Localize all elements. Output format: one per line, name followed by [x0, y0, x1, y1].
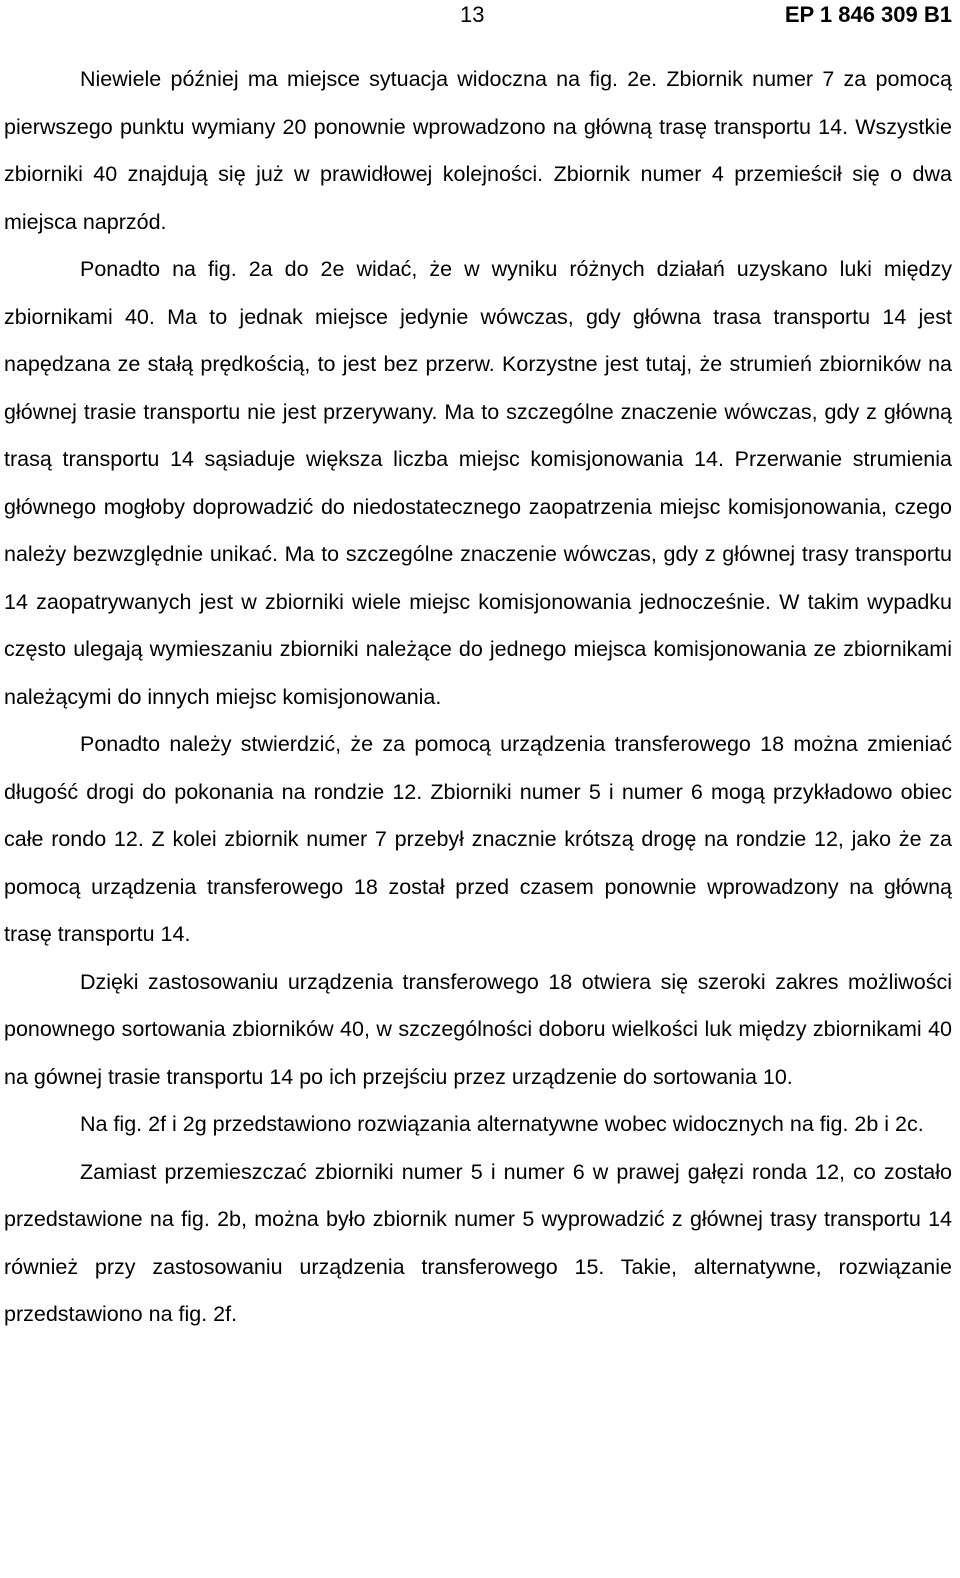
paragraph: Na fig. 2f i 2g przedstawiono rozwiązania alternatywne wobec widocznych na fig. 2b i 2c. — [80, 1112, 924, 1136]
paragraph: Niewiele później ma miejsce sytuacja widoczna na fig. 2e. Zbiornik numer 7 za pomocą pierwszego punktu wymiany 20 ponownie wprowadzono na główną trasę transportu 14. Wszystkie zbiorniki 40 znajdują się już w prawidłowej kolejności. Zbiornik numer 4 przemieścił się o dwa miejsca naprzód. — [4, 67, 952, 234]
paragraph: Ponadto należy stwierdzić, że za pomocą urządzenia transferowego 18 można zmieniać długość drogi do pokonania na rondzie 12. Zbiorniki numer 5 i numer 6 mogą przykładowo obiec całe rondo 12. Z kolei zbiornik numer 7 przebył znacznie krótszą drogę na rondzie 12, jako że za pomocą urządzenia transferowego 18 został przed czasem ponownie wprowadzony na główną trasę transportu 14. — [4, 732, 952, 946]
document-body — [4, 56, 952, 1339]
paragraph: Dzięki zastosowaniu urządzenia transferowego 18 otwiera się szeroki zakres możliwości ponownego sortowania zbiorników 40, w szczególności doboru wielkości luk między zbiornikami 40 na gównej trasie transportu 14 po ich przejściu przez urządzenie do sortowania 10. — [4, 969, 952, 1089]
paragraph: Zamiast przemieszczać zbiorniki numer 5 i numer 6 w prawej gałęzi ronda 12, co zostało przedstawione na fig. 2b, można było zbiornik numer 5 wyprowadzić z głównej trasy transportu 14 również przy zastosowaniu urządzenia transferowego 15. Takie, alternatywne, rozwiązanie przedstawiono na fig. 2f. — [4, 1159, 952, 1326]
document-id: EP 1 846 309 B1 — [784, 2, 952, 27]
paragraph: Ponadto na fig. 2a do 2e widać, że w wyniku różnych działań uzyskano luki między zbiornikami 40. Ma to jednak miejsce jedynie wówczas, gdy główna trasa transportu 14 jest napędzana ze stałą prędkością, to jest bez przerw. Korzystne jest tutaj, że strumień zbiorników na głównej trasie transportu nie jest przerywany. Ma to szczególne znaczenie wówczas, gdy z główną trasą transportu 14 sąsiaduje większa liczba miejsc komisjonowania 14. Przerwanie strumienia głównego mogłoby doprowadzić do niedostatecznego zaopatrzenia miejsc komisjonowania, czego należy bezwzględnie unikać. Ma to szczególne znaczenie wówczas, gdy z głównej trasy transportu 14 zaopatrywanych jest w zbiorniki wiele miejsc komisjonowania jednocześnie. W takim wypadku często ulegają wymieszaniu zbiorniki należące do jednego miejsca komisjonowania ze zbiornikami należącymi do innych miejsc komisjonowania. — [4, 257, 952, 709]
page-number: 13 — [460, 2, 485, 27]
